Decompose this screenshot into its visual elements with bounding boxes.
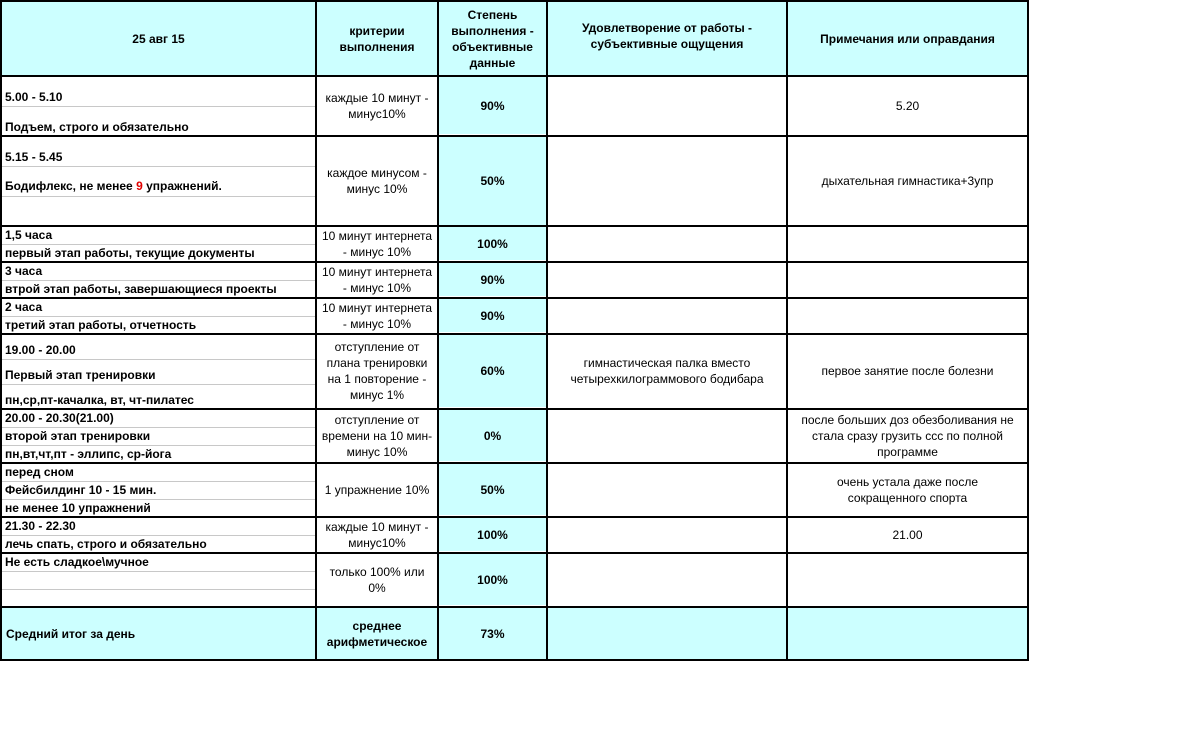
gridline — [2, 499, 315, 500]
task-title[interactable]: Не есть сладкое\мучное — [5, 555, 149, 569]
border — [0, 552, 1029, 554]
task-title[interactable]: втрой этап работы, завершающиеся проекты — [5, 282, 277, 296]
border — [0, 297, 1029, 299]
degree-cell[interactable]: 90% — [439, 263, 546, 296]
gridline — [2, 196, 315, 197]
task-time[interactable]: 20.00 - 20.30(21.00) — [5, 411, 114, 425]
border — [0, 135, 1029, 137]
criteria-cell[interactable]: каждое минусом - минус 10% — [327, 166, 427, 196]
notes-cell[interactable]: дыхательная гимнастика+3упр — [821, 174, 994, 188]
gridline — [2, 244, 315, 245]
task-time[interactable]: 5.00 - 5.10 — [5, 90, 63, 104]
border — [0, 0, 2, 661]
border — [0, 606, 1029, 608]
criteria-cell[interactable]: 10 минут интернета - минус 10% — [321, 228, 433, 259]
notes-cell[interactable]: 21.00 — [892, 527, 923, 542]
notes-cell[interactable]: 5.20 — [895, 98, 920, 113]
border — [1027, 0, 1029, 661]
task-title-suffix: упражнений. — [142, 179, 222, 193]
gridline — [2, 359, 315, 360]
gridline — [2, 427, 315, 428]
task-time[interactable]: 3 часа — [5, 264, 43, 278]
task-time[interactable]: 1,5 часа — [5, 228, 53, 242]
border — [315, 0, 317, 661]
degree-cell[interactable]: 50% — [439, 464, 546, 515]
task-title[interactable]: второй этап тренировки — [5, 429, 151, 443]
task-title[interactable]: Подъем, строго и обязательно — [5, 120, 189, 134]
task-title-highlight: 9 — [136, 179, 143, 193]
task-title[interactable] — [2, 179, 222, 193]
criteria-cell[interactable]: отступление от времени на 10 мин-минус 10% — [321, 412, 433, 459]
border — [0, 659, 1029, 661]
task-title[interactable]: лечь спать, строго и обязательно — [5, 537, 207, 551]
gridline — [2, 384, 315, 385]
criteria-cell[interactable]: 10 минут интернета - минус 10% — [321, 300, 433, 331]
header-criteria[interactable]: критерии выполнения — [317, 2, 437, 75]
header-satisfaction[interactable]: Удовлетворение от работы - субъективные ощущения — [548, 2, 786, 75]
task-time[interactable]: 5.15 - 5.45 — [5, 150, 63, 164]
gridline — [2, 589, 315, 590]
task-title-prefix: Бодифлекс, не менее — [5, 179, 137, 193]
border — [0, 462, 1029, 464]
border — [0, 0, 1029, 2]
total-label[interactable]: Средний итог за день — [2, 608, 315, 659]
satisfaction-cell[interactable]: гимнастическая палка вместо четырехкилограммового бодибара — [570, 356, 764, 386]
task-title[interactable]: первый этап работы, текущие документы — [5, 246, 255, 260]
total-degree[interactable]: 73% — [439, 608, 546, 659]
task-title[interactable]: третий этап работы, отчетность — [5, 318, 197, 332]
header-degree[interactable]: Степень выполнения - объективные данные — [439, 2, 546, 75]
border — [0, 225, 1029, 227]
total-notes[interactable] — [788, 608, 1027, 659]
criteria-cell[interactable]: 10 минут интернета - минус 10% — [321, 264, 433, 295]
total-criteria[interactable]: среднее арифметическое — [317, 608, 437, 659]
task-time[interactable]: перед сном — [5, 465, 74, 479]
task-detail[interactable]: пн,вт,чт,пт - эллипс, ср-йога — [5, 447, 172, 461]
border — [0, 75, 1029, 77]
degree-cell[interactable]: 50% — [439, 137, 546, 225]
task-time[interactable]: 19.00 - 20.00 — [5, 343, 76, 357]
gridline — [2, 280, 315, 281]
gridline — [2, 535, 315, 536]
task-detail[interactable]: пн,ср,пт-качалка, вт, чт-пилатес — [5, 393, 194, 407]
gridline — [2, 316, 315, 317]
gridline — [2, 571, 315, 572]
task-detail[interactable]: не менее 10 упражнений — [5, 501, 151, 515]
notes-cell[interactable]: после больших доз обезболивания не стала сразу грузить ссс по полной программе — [801, 412, 1014, 459]
border — [437, 0, 439, 661]
gridline — [2, 106, 315, 107]
degree-cell[interactable]: 90% — [439, 299, 546, 332]
border — [546, 0, 548, 661]
border — [0, 516, 1029, 518]
degree-cell[interactable]: 90% — [439, 77, 546, 134]
task-time[interactable]: 2 часа — [5, 300, 43, 314]
task-title[interactable]: Фейсбилдинг 10 - 15 мин. — [5, 483, 157, 497]
task-time[interactable]: 21.30 - 22.30 — [5, 519, 76, 533]
border — [786, 0, 788, 661]
degree-cell[interactable]: 100% — [439, 554, 546, 605]
total-satisfaction[interactable] — [548, 608, 786, 659]
border — [0, 333, 1029, 335]
degree-cell[interactable]: 100% — [439, 227, 546, 260]
criteria-cell[interactable]: только 100% или 0% — [329, 564, 425, 595]
criteria-cell[interactable]: 1 упражнение 10% — [324, 482, 430, 497]
task-title[interactable]: Первый этап тренировки — [5, 368, 156, 382]
degree-cell[interactable]: 0% — [439, 410, 546, 461]
header-date[interactable]: 25 авг 15 — [2, 2, 315, 75]
degree-cell[interactable]: 100% — [439, 518, 546, 551]
gridline — [2, 445, 315, 446]
notes-cell[interactable]: очень устала даже после сокращенного спорта — [836, 474, 979, 505]
border — [0, 261, 1029, 263]
criteria-cell[interactable]: отступление от плана тренировки на 1 повторение - минус 1% — [326, 340, 428, 402]
criteria-cell[interactable]: каждые 10 минут - минус10% — [325, 519, 429, 550]
border — [0, 408, 1029, 410]
gridline — [2, 166, 315, 167]
notes-cell[interactable]: первое занятие после болезни — [821, 364, 994, 378]
criteria-cell[interactable]: каждые 10 минут - минус10% — [325, 90, 429, 121]
gridline — [2, 481, 315, 482]
degree-cell[interactable]: 60% — [439, 335, 546, 407]
header-notes[interactable]: Примечания или оправдания — [788, 2, 1027, 75]
